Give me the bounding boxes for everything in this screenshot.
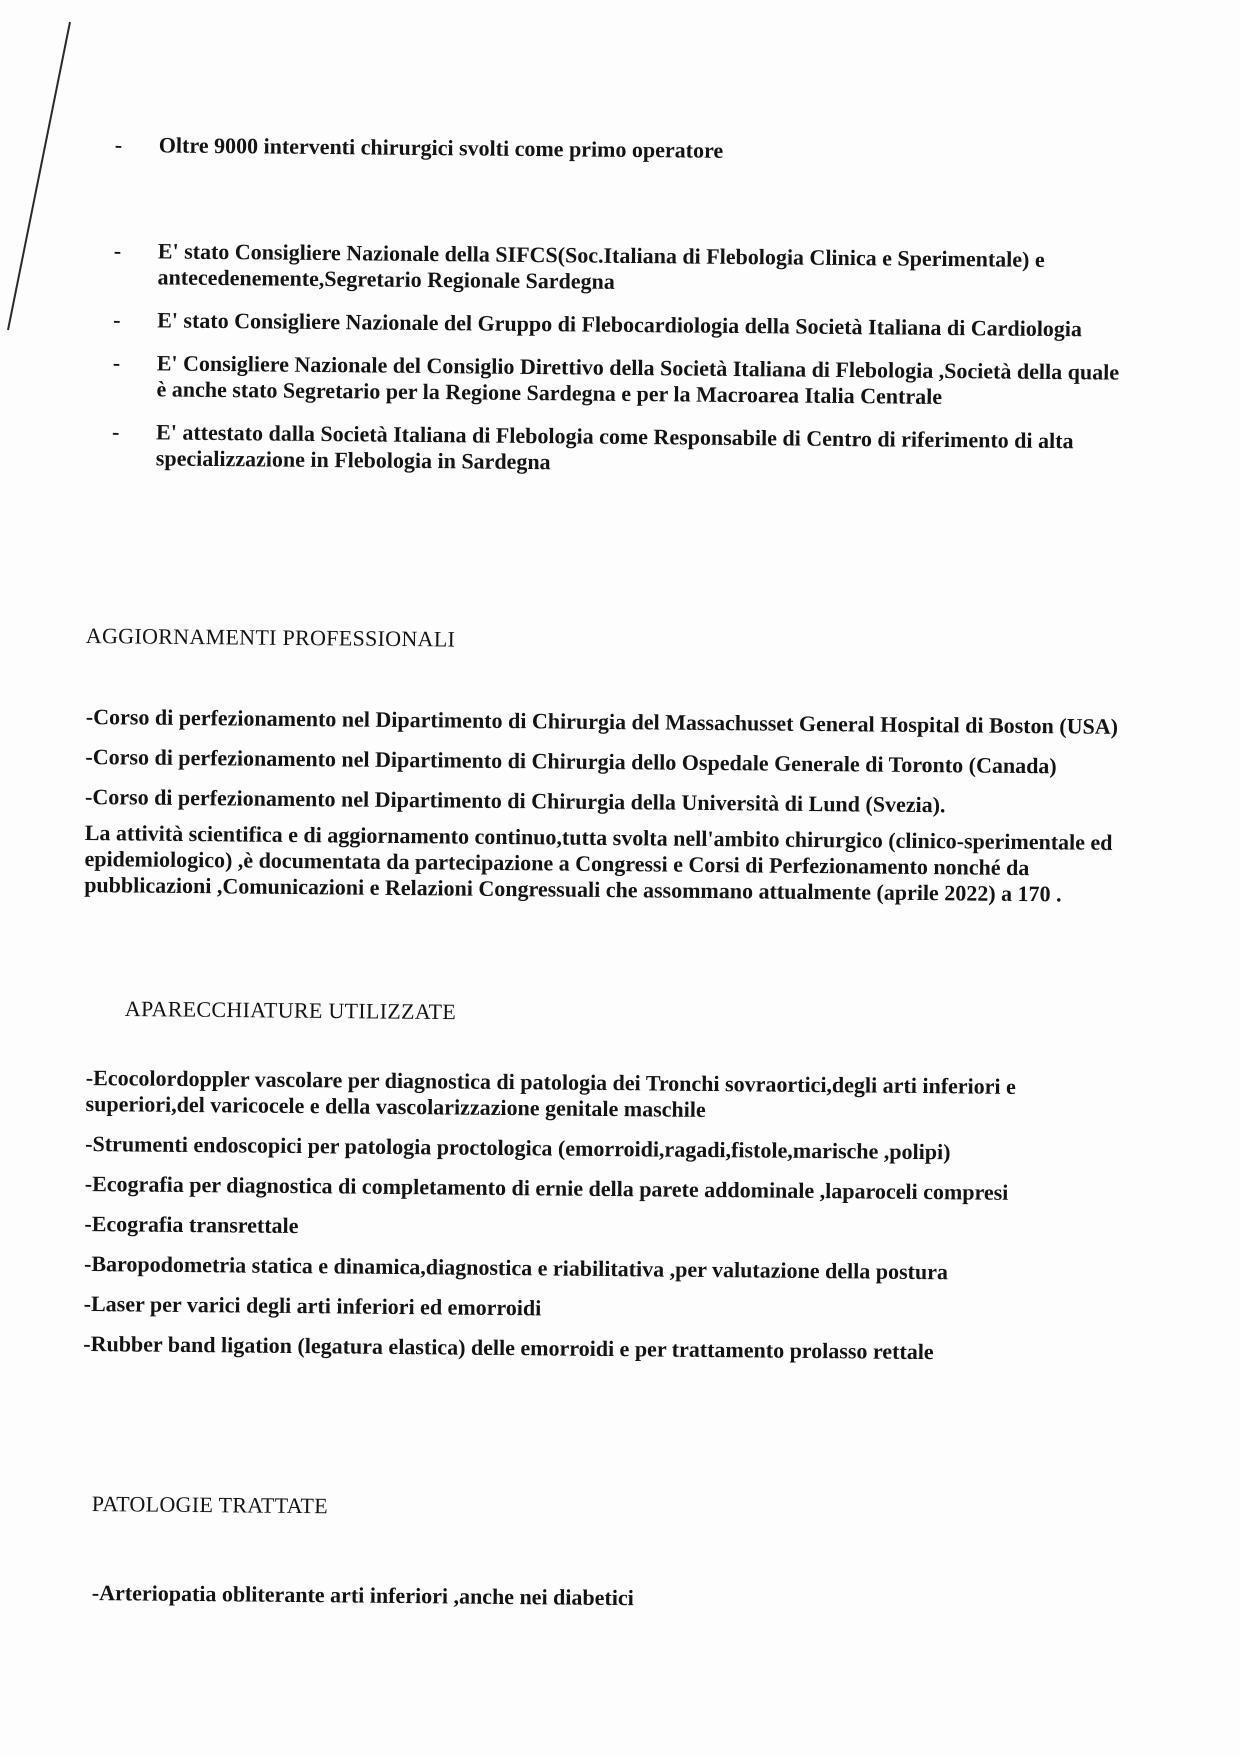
bullet-text: Oltre 9000 interventi chirurgici svolti come primo operatore — [158, 132, 724, 163]
bullet-dash: - — [114, 132, 123, 158]
course-item: -Corso di perfezionamento nel Dipartimento di Chirurgia dello Ospedale Generale di Toronto (Canada) — [85, 743, 1057, 779]
course-item: -Corso di perfezionamento nel Dipartimento di Chirurgia del Massachusset General Hospital di Boston (USA) — [85, 704, 1119, 739]
section-heading-apparecchiature: APARECCHIATURE UTILIZZATE — [124, 996, 457, 1025]
bullet-text: E' stato Consigliere Nazionale del Gruppo di Flebocardiologia della Società Italiana di Cardiologia — [157, 307, 1083, 342]
bullet-list — [112, 132, 1125, 481]
bullet-dash: - — [112, 349, 121, 376]
course-item: -Corso di perfezionamento nel Dipartimento di Chirurgia della Università di Lund (Svezia). — [84, 783, 946, 818]
equipment-item: -Ecografia transrettale — [84, 1210, 299, 1239]
bullet-dash: - — [112, 418, 120, 445]
bullet-dash: - — [113, 237, 122, 264]
apparecchiature-section — [83, 1065, 1136, 1381]
section-heading-patologie: PATOLOGIE TRATTATE — [91, 1491, 329, 1519]
aggiornamenti-section — [84, 704, 1136, 922]
bullet-item — [112, 419, 1122, 481]
bullet-item — [112, 350, 1122, 412]
bullet-text: E' Consigliere Nazionale del Consiglio Direttivo della Società Italiana di Flebologia ,Società della quale è anche stato Segretario per la Regione Sardegna e per la Macroarea Italia Centrale — [156, 350, 1120, 409]
bullet-text: E' stato Consigliere Nazionale della SIFCS(Soc.Italiana di Flebologia Clinica e Sperimentale) e antecedenemente,Segretario Regionale Sardegna — [157, 238, 1045, 294]
equipment-item: -Strumenti endoscopici per patologia proctologica (emorroidi,ragadi,fistole,marische ,polipi) — [85, 1130, 951, 1165]
bullet-dash: - — [113, 306, 121, 333]
pathology-item: -Arteriopatia obliterante arti inferiori ,anche nei diabetici — [91, 1580, 634, 1611]
equipment-item: -Ecocolordoppler vascolare per diagnostica di patologia dei Tronchi sovraortici,degli arti inferiori e superiori,del varicocele e della vascolarizzazione genitale maschile — [85, 1065, 1017, 1122]
bullet-item — [115, 132, 1125, 168]
equipment-item: -Laser per varici degli arti inferiori ed emorroidi — [83, 1290, 542, 1321]
bullet-item — [113, 307, 1123, 343]
equipment-item: -Rubber band ligation (legatura elastica) delle emorroidi e per trattamento prolasso rettale — [83, 1330, 934, 1365]
section-heading-aggiornamenti: AGGIORNAMENTI PROFESSIONALI — [85, 623, 456, 652]
bullet-text: E' attestato dalla Società Italiana di Flebologia come Responsabile di Centro di riferimento di alta specializzazione in Flebologia in Sardegna — [155, 419, 1074, 475]
patologie-section — [92, 1580, 1142, 1630]
equipment-item: -Baropodometria statica e dinamica,diagnostica e riabilitativa ,per valutazione della postura — [83, 1250, 949, 1285]
equipment-item: -Ecografia per diagnostica di completamento di ernie della parete addominale ,laparoceli compresi — [84, 1170, 1009, 1205]
scan-edge-line — [0, 20, 90, 340]
bullet-item — [113, 238, 1123, 300]
scientific-activity-paragraph: La attività scientifica e di aggiornamento continuo,tutta svolta nell'ambito chirurgico (clinico-sperimentale ed epidemiologico) ,è documentata da partecipazione a Congressi e Corsi di Perfezionamento nonché da pubblicazioni ,Comunicazioni e Relazioni Congressuali che assommano attualmente (aprile 2022) a 170 . — [84, 819, 1113, 907]
